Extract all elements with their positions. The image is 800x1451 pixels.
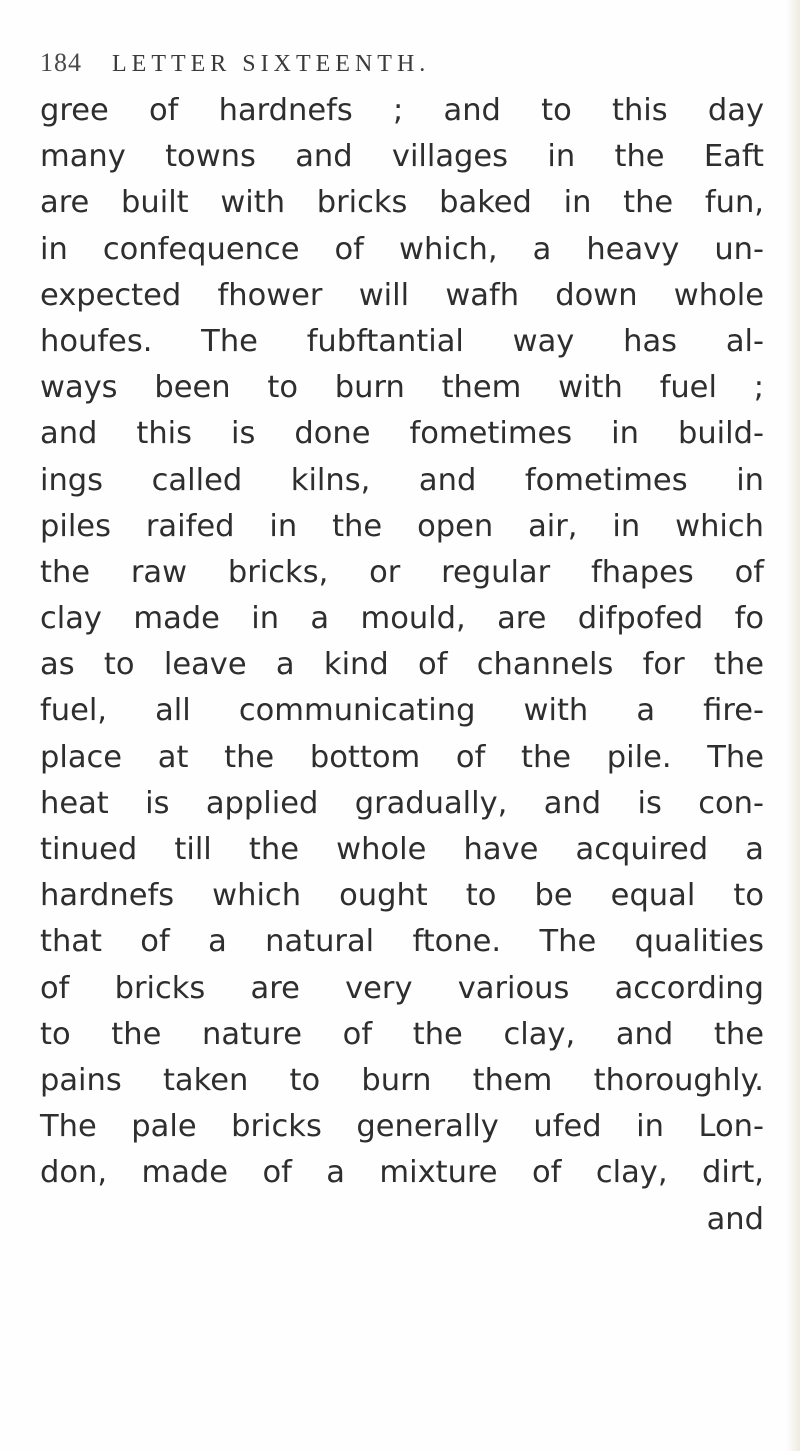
- text-line: don, made of a mixture of clay, dirt,: [40, 1155, 764, 1191]
- text-line: place at the bottom of the pile. The: [40, 739, 764, 775]
- text-line: ways been to burn them with fuel ;: [40, 370, 764, 406]
- text-line: and this is done fometimes in build-: [40, 416, 764, 452]
- text-line: hardnefs which ought to be equal to: [40, 878, 764, 914]
- text-line: to the nature of the clay, and the: [40, 1016, 764, 1052]
- text-line: heat is applied gradually, and is con-: [40, 785, 764, 821]
- text-line: as to leave a kind of channels for the: [40, 647, 764, 683]
- text-line: expected fhower will wafh down whole: [40, 277, 764, 313]
- text-line: piles raifed in the open air, in which: [40, 508, 764, 544]
- page-edge-shadow: [786, 0, 800, 1451]
- text-line: fuel, all communicating with a fire-: [40, 693, 764, 729]
- text-line: gree of hardnefs ; and to this day: [40, 93, 764, 128]
- text-line: are built with bricks baked in the fun,: [40, 185, 764, 221]
- page-number: 184: [40, 48, 82, 77]
- page-header: [40, 48, 430, 88]
- running-head: LETTER SIXTEENTH.: [112, 51, 431, 77]
- catchword: and: [706, 1201, 764, 1237]
- body-text: [40, 88, 764, 1243]
- text-line: The pale bricks generally ufed in Lon-: [40, 1109, 764, 1145]
- text-line: tinued till the whole have acquired a: [40, 832, 764, 867]
- text-line: pains taken to burn them thoroughly.: [40, 1062, 764, 1098]
- text-line: houfes. The fubftantial way has al-: [40, 323, 764, 359]
- text-line: many towns and villages in the Eaft: [40, 139, 764, 175]
- text-line: clay made in a mould, are difpofed fo: [40, 601, 764, 637]
- text-line: of bricks are very various according: [40, 970, 764, 1006]
- text-line: that of a natural ftone. The qualities: [40, 924, 764, 960]
- text-line: the raw bricks, or regular fhapes of: [40, 554, 764, 590]
- text-line: in confequence of which, a heavy un-: [40, 231, 764, 267]
- text-line: ings called kilns, and fometimes in: [40, 462, 764, 498]
